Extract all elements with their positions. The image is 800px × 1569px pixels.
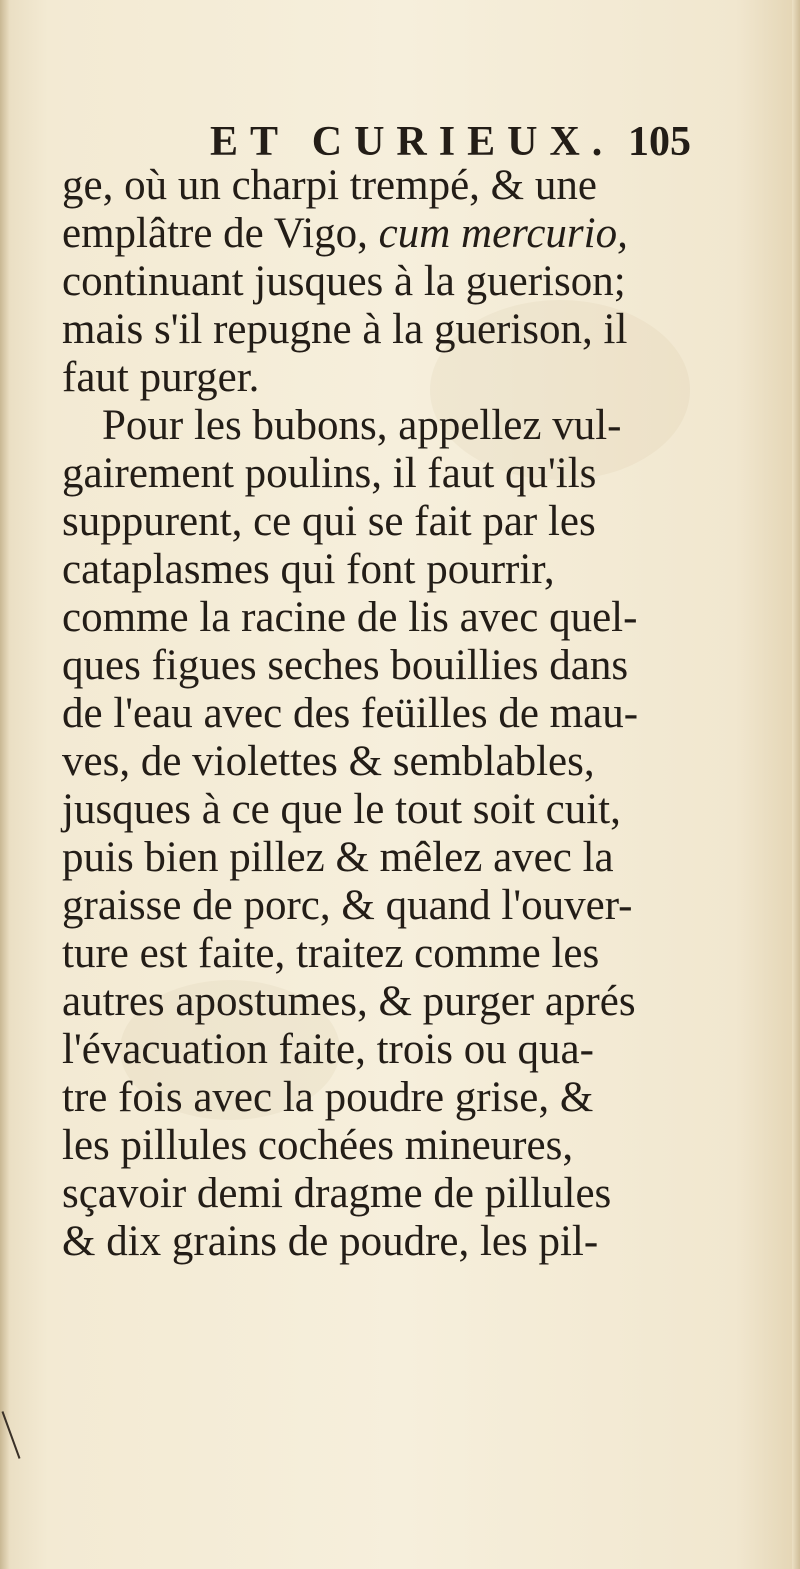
text-line: les pillules cochées mineures, — [62, 1122, 574, 1169]
page-gutter-shadow — [0, 0, 10, 1569]
text-line: sçavoir demi dragme de pillules — [62, 1170, 612, 1217]
text-line: autres apostumes, & purger aprés — [62, 978, 636, 1025]
text-line: & dix grains de poudre, les pil- — [62, 1218, 599, 1265]
text-line: faut purger. — [62, 354, 260, 401]
text-line: ques figues seches bouillies dans — [62, 642, 629, 689]
text-line: l'évacuation faite, trois ou qua- — [62, 1026, 594, 1073]
text-line: graisse de porc, & quand l'ouver- — [62, 882, 633, 929]
running-head: ET CURIEUX. — [210, 119, 615, 165]
body-text — [62, 162, 702, 1266]
text-line: jusques à ce que le tout soit cuit, — [62, 786, 621, 833]
text-line: de l'eau avec des feüilles de mau- — [62, 690, 639, 737]
paragraph-start-line: Pour les bubons, appellez vul- — [102, 402, 622, 449]
text-line: ves, de violettes & semblables, — [62, 738, 595, 785]
text-line: puis bien pillez & mêlez avec la — [62, 834, 614, 881]
text-line-part: emplâtre de Vigo, — [62, 210, 368, 257]
text-line: ture est faite, traitez comme les — [62, 930, 600, 977]
page-edge-shadow — [792, 0, 800, 1569]
text-line: suppurent, ce qui se fait par les — [62, 498, 596, 545]
text-line: cataplasmes qui font pourrir, — [62, 546, 555, 593]
text-line: tre fois avec la poudre grise, & — [62, 1074, 594, 1121]
text-line: ge, où un charpi trempé, & une — [62, 162, 597, 209]
text-line: gairement poulins, il faut qu'ils — [62, 450, 597, 497]
text-line: continuant jusques à la guerison; — [62, 258, 626, 305]
text-line: mais s'il repugne à la guerison, il — [62, 306, 628, 353]
text-line — [62, 210, 702, 258]
text-line: comme la racine de lis avec quel- — [62, 594, 638, 641]
page-number: 105 — [628, 119, 691, 165]
italic-latin-phrase: cum mercurio, — [378, 210, 628, 257]
